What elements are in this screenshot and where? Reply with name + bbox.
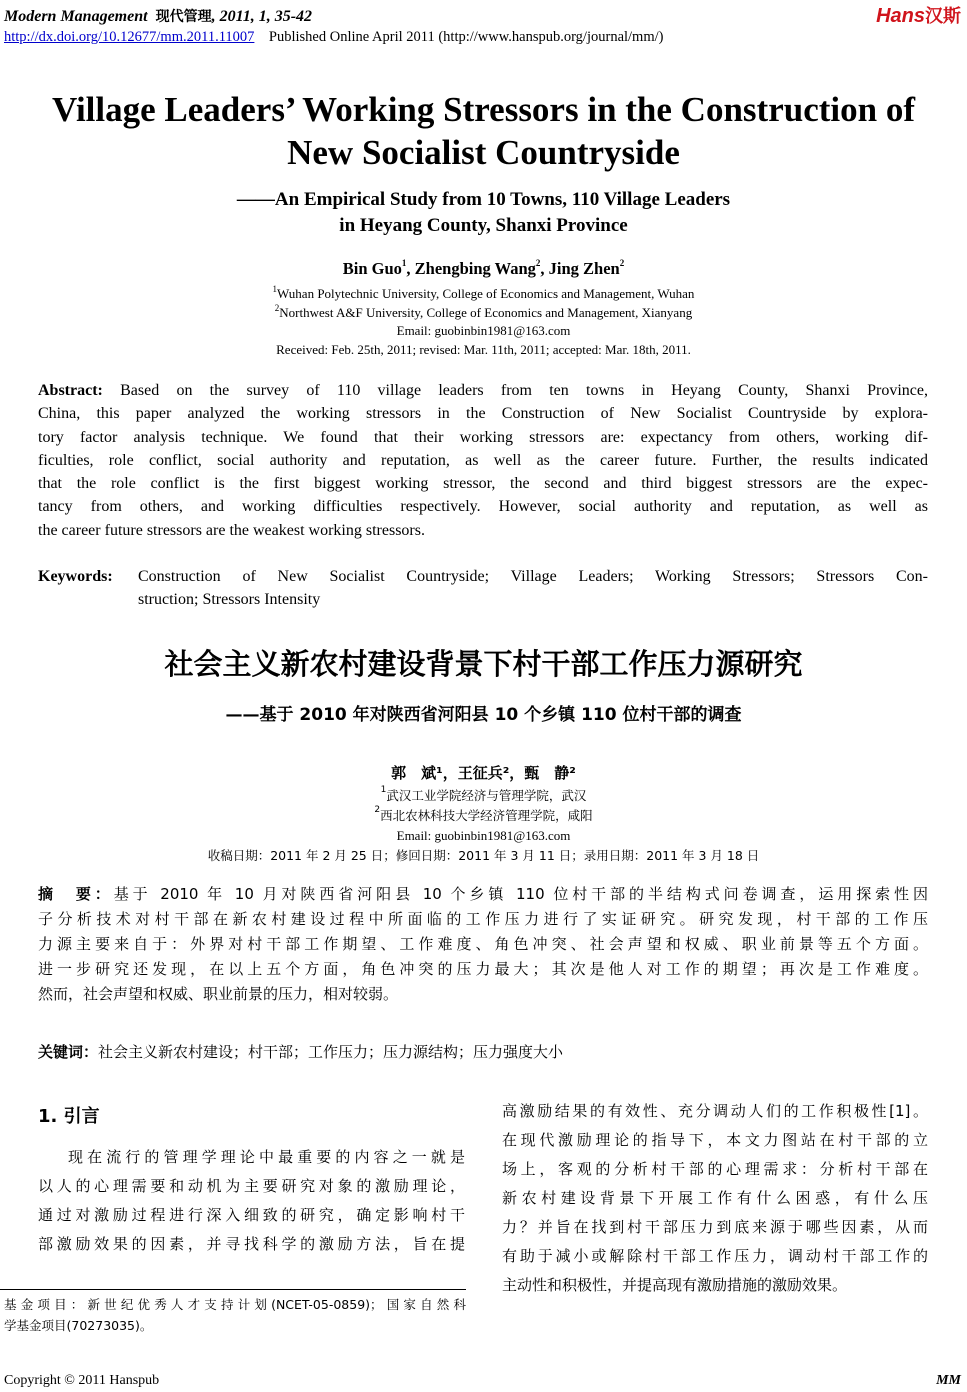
text-line: that the role conflict is the first biggest working stressor, the second and third biggest stressors are the expec-	[38, 475, 928, 493]
text-line: 基金项目：新世纪优秀人才支持计划(NCET-05-0859)；国家自然科	[4, 1297, 466, 1312]
email: Email: guobinbin1981@163.com	[396, 828, 571, 843]
journal-name: Modern Management	[4, 8, 148, 25]
text-line: 高激励结果的有效性、充分调动人们的工作积极性[1]。	[502, 1102, 928, 1120]
text-line: struction; Stressors Intensity	[138, 591, 321, 609]
affiliation	[0, 304, 967, 323]
cn-authors: 郭 斌¹，王征兵²，甄 静²	[391, 764, 576, 782]
email: Email: guobinbin1981@163.com	[396, 323, 571, 338]
affiliation	[0, 786, 967, 806]
doi-link[interactable]: http://dx.doi.org/10.12677/mm.2011.11007	[4, 29, 255, 45]
text-line: the career future stressors are the weakest working stressors.	[38, 521, 425, 539]
journal-name-cn: 现代管理	[155, 9, 212, 25]
authors: Bin Guo$^1$, Zhengbing Wang$^2$, Jing Zhen$^2$	[342, 258, 625, 278]
right-column	[502, 1097, 928, 1300]
affil-sup: 1	[272, 284, 278, 294]
footnote-rule	[0, 1289, 466, 1290]
text-line: tancy from others, and working difficulties respectively. However, social authority and reputation, as well as	[38, 498, 928, 516]
author: Jing Zhen	[548, 259, 620, 278]
text-line: 场上，客观的分析村干部的心理需求：分析村干部在	[502, 1160, 928, 1178]
text-line	[38, 379, 928, 402]
keywords-text: 社会主义新农村建设；村干部；工作压力；压力源结构；压力强度大小	[98, 1043, 564, 1061]
journal-abbr: MM	[936, 1373, 961, 1388]
text-line: 以人的心理需要和动机为主要研究对象的激励理论，	[38, 1177, 465, 1195]
affiliation	[0, 806, 967, 826]
text-line: 部激励效果的因素，并寻找科学的激励方法，旨在提	[38, 1235, 465, 1253]
abstract	[38, 379, 928, 542]
text-line: 主动性和积极性，并提高现有激励措施的激励效果。	[502, 1276, 848, 1294]
cn-subtitle: ——基于 2010 年对陕西省河阳县 10 个乡镇 110 位村干部的调查	[225, 705, 742, 725]
footnote	[4, 1294, 466, 1336]
left-column	[38, 1143, 465, 1259]
title-line: New Socialist Countryside	[287, 133, 680, 172]
text-line: ficulties, role conflict, social authority and reputation, as well as the career future. Further, the results indicated	[38, 451, 928, 469]
citation: , 2011, 1, 35-42	[211, 8, 313, 25]
keywords-label: 关键词：	[38, 1043, 99, 1061]
text-line: 有助于减小或解除村干部工作压力，调动村干部工作的	[502, 1247, 928, 1265]
subtitle-line: in Heyang County, Shanxi Province	[339, 215, 628, 236]
title-line: Village Leaders’ Working Stressors in the Construction of	[51, 90, 915, 129]
affiliations	[0, 285, 967, 359]
text-line: 学基金项目(70273035)。	[4, 1318, 153, 1333]
affil-text: Wuhan Polytechnic University, College of Economics and Management, Wuhan	[277, 286, 695, 301]
affil-sup: 2	[274, 302, 280, 313]
cn-abstract	[38, 882, 928, 1007]
copyright: Copyright © 2011 Hanspub	[4, 1373, 160, 1388]
logo-en: Hans	[876, 5, 925, 27]
section-heading: 1. 引言	[38, 1106, 100, 1127]
journal-header	[4, 6, 312, 26]
text-line: 通过对激励过程进行深入细致的研究，确定影响村干	[38, 1206, 465, 1224]
affil-text: Northwest A&F University, College of Economics and Management, Xianyang	[279, 304, 693, 320]
keywords-label: Keywords:	[38, 568, 113, 585]
paper-subtitle	[0, 187, 967, 239]
published-note: Published Online April 2011 (http://www.hanspub.org/journal/mm/)	[268, 29, 664, 45]
affil-text: 武汉工业学院经济与管理学院，武汉	[386, 788, 587, 803]
abstract-label: Abstract:	[38, 382, 103, 399]
affil-sup: 2	[374, 805, 381, 815]
text-content: 基于 2010 年 10 月对陕西省河阳县 10 个乡镇 110 位村干部的半结构式问卷调查，运用探索性因	[113, 885, 928, 903]
affiliation	[0, 285, 967, 304]
text-line: 力源主要来自于：外界对村干部工作期望、工作难度、角色冲突、社会声望和权威、职业前景等五个方面。	[38, 935, 928, 953]
hans-logo	[876, 2, 961, 28]
cn-keywords	[38, 1040, 928, 1065]
author-sup: 1	[401, 258, 407, 268]
text-line: 然而，社会声望和权威、职业前景的压力，相对较弱。	[38, 985, 399, 1003]
text-line: tory factor analysis technique. We found that their working stressors are: expectancy from others, working dif-	[38, 428, 928, 446]
author-sup: 2	[535, 258, 541, 268]
text-line: China, this paper analyzed the working stressors in the Construction of New Socialist Countryside by explora-	[38, 405, 928, 423]
author: Zhengbing Wang	[414, 259, 536, 278]
subtitle-line: ——An Empirical Study from 10 Towns, 110 Village Leaders	[236, 189, 731, 210]
text-line: 子分析技术对村干部在新农村建设过程中所面临的工作压力进行了实证研究。研究发现，村干部的工作压	[38, 910, 928, 928]
logo-cn: 汉斯	[925, 6, 961, 27]
received-dates: 收稿日期：2011 年 2 月 25 日；修回日期：2011 年 3 月 11 日；录用日期：2011 年 3 月 18 日	[207, 848, 760, 863]
text-line: 在现代激励理论的指导下，本文力图站在村干部的立	[502, 1131, 928, 1149]
text-content: Based on the survey of 110 village leaders from ten towns in Heyang County, Shanxi Province,	[102, 382, 928, 399]
doi-line	[4, 29, 663, 46]
received-dates: Received: Feb. 25th, 2011; revised: Mar. 11th, 2011; accepted: Mar. 18th, 2011.	[276, 341, 691, 357]
text-line: 进一步研究还发现，在以上五个方面，角色冲突的压力最大；其次是他人对工作的期望；再次是工作难度。	[38, 960, 928, 978]
author-sup: 2	[619, 258, 625, 268]
text-line: 力？并旨在找到村干部压力到底来源于哪些因素，从而	[502, 1218, 928, 1236]
text-line: Construction of New Socialist Countryside; Village Leaders; Working Stressors; Stressors Con-	[138, 568, 928, 585]
paper-title	[0, 88, 967, 174]
text-line	[38, 882, 928, 907]
cn-affiliations	[0, 786, 967, 866]
affil-text: 西北农林科技大学经济管理学院，咸阳	[380, 808, 593, 823]
author: Bin Guo	[342, 259, 402, 278]
affil-sup: 1	[380, 785, 387, 795]
text-line: 新农村建设背景下开展工作有什么困惑，有什么压	[502, 1189, 928, 1207]
text-line: 现在流行的管理学理论中最重要的内容之一就是	[68, 1148, 465, 1166]
abstract-label: 摘 要：	[38, 885, 114, 903]
cn-title: 社会主义新农村建设背景下村干部工作压力源研究	[164, 647, 803, 681]
keywords	[38, 565, 928, 612]
